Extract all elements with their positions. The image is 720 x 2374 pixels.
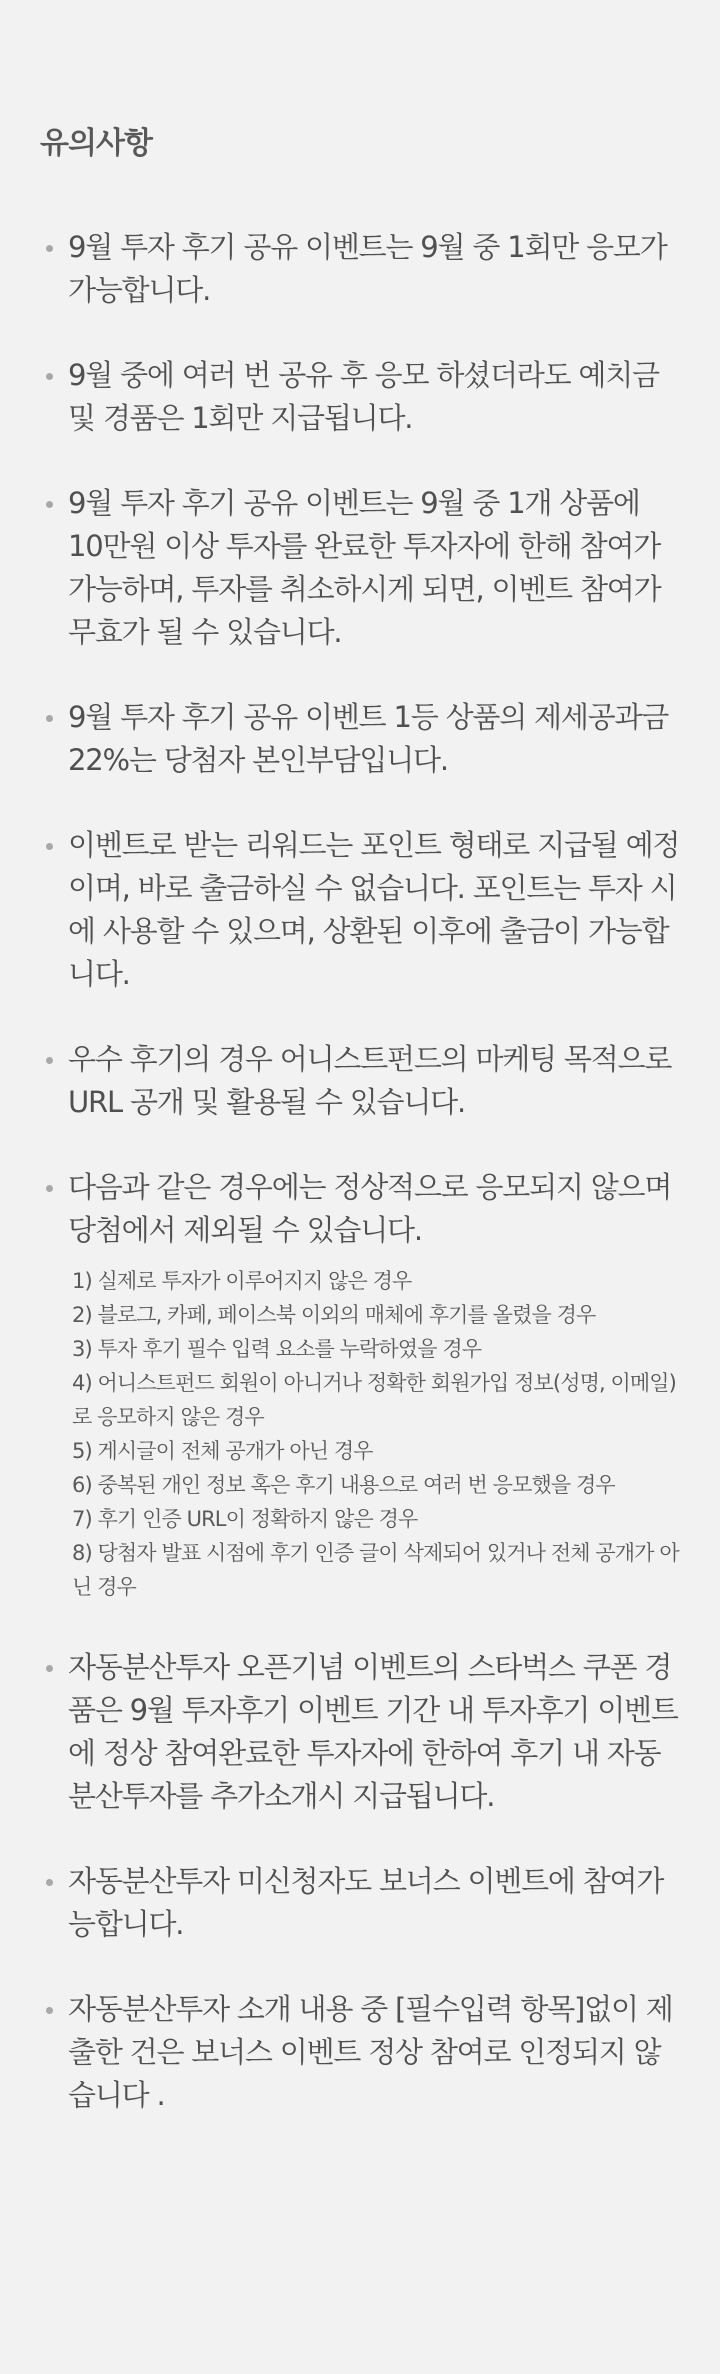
- bullet-dot-icon: [46, 501, 53, 508]
- bullet-dot-icon: [46, 2007, 53, 2014]
- notice-item-text: 자동분산투자 오픈기념 이벤트의 스타벅스 쿠폰 경품은 9월 투자후기 이벤트 기간 내 투자후기 이벤트에 정상 참여완료한 투자자에 한하여 후기 내 자동분산투자를 추가소개시 지급됩니다.: [68, 1650, 678, 1813]
- notice-item-text: 9월 투자 후기 공유 이벤트는 9월 중 1회만 응모가 가능합니다.: [68, 230, 667, 307]
- notice-item-text: 9월 투자 후기 공유 이벤트는 9월 중 1개 상품에 10만원 이상 투자를 완료한 투자자에 한해 참여가 가능하며, 투자를 취소하시게 되면, 이벤트 참여가 무효가 될 수 있습니다.: [68, 486, 661, 649]
- exclusion-item: 4) 어니스트펀드 회원이 아니거나 정확한 회원가입 정보(성명, 이메일)로 응모하지 않은 경우: [72, 1371, 676, 1429]
- bullet-dot-icon: [46, 715, 53, 722]
- exclusion-list: [68, 1264, 680, 1604]
- exclusion-item: 8) 당첨자 발표 시점에 후기 인증 글이 삭제되어 있거나 전체 공개가 아닌 경우: [72, 1541, 679, 1599]
- notice-item: [40, 824, 680, 996]
- exclusion-item: 5) 게시글이 전체 공개가 아닌 경우: [72, 1439, 373, 1463]
- exclusion-item: 1) 실제로 투자가 이루어지지 않은 경우: [72, 1269, 412, 1293]
- exclusion-item: 7) 후기 인증 URL이 정확하지 않은 경우: [72, 1507, 418, 1531]
- notice-item: [40, 354, 680, 440]
- notice-item: [40, 226, 680, 312]
- notice-title: 유의사항: [40, 126, 152, 161]
- notice-item-text: 자동분산투자 미신청자도 보너스 이벤트에 참여가 능합니다.: [68, 1864, 664, 1941]
- notice-item-text: 9월 중에 여러 번 공유 후 응모 하셨더라도 예치금 및 경품은 1회만 지급됩니다.: [68, 358, 659, 435]
- exclusion-item: 6) 중복된 개인 정보 혹은 후기 내용으로 여러 번 응모했을 경우: [72, 1473, 615, 1497]
- bullet-dot-icon: [46, 843, 53, 850]
- notice-item: [40, 696, 680, 782]
- notice-item-text: 다음과 같은 경우에는 정상적으로 응모되지 않으며 당첨에서 제외될 수 있습니다.: [68, 1170, 672, 1247]
- bullet-dot-icon: [46, 1879, 53, 1886]
- notice-item-text: 우수 후기의 경우 어니스트펀드의 마케팅 목적으로 URL 공개 및 활용될 수 있습니다.: [68, 1042, 672, 1119]
- bullet-dot-icon: [46, 1185, 53, 1192]
- bullet-dot-icon: [46, 245, 53, 252]
- exclusion-item: 3) 투자 후기 필수 입력 요소를 누락하였을 경우: [72, 1337, 482, 1361]
- notice-item-text: 이벤트로 받는 리워드는 포인트 형태로 지급될 예정이며, 바로 출금하실 수 없습니다. 포인트는 투자 시에 사용할 수 있으며, 상환된 이후에 출금이 가능합니다.: [68, 828, 680, 991]
- notice-item: [40, 1988, 680, 2117]
- notice-item-text: 자동분산투자 소개 내용 중 [필수입력 항목]없이 제출한 건은 보너스 이벤트 정상 참여로 인정되지 않습니다 .: [68, 1992, 673, 2112]
- notice-item-text: 9월 투자 후기 공유 이벤트 1등 상품의 제세공과금 22%는 당첨자 본인부담입니다.: [68, 700, 669, 777]
- bullet-dot-icon: [46, 1057, 53, 1064]
- notice-item: [40, 482, 680, 654]
- bullet-dot-icon: [46, 373, 53, 380]
- exclusion-item: 2) 블로그, 카페, 페이스북 이외의 매체에 후기를 올렸을 경우: [72, 1303, 596, 1327]
- notice-list: [40, 226, 680, 2117]
- notice-item: [40, 1646, 680, 1818]
- notice-item: [40, 1038, 680, 1124]
- notice-item: [40, 1860, 680, 1946]
- notice-item-exclusions: [40, 1166, 680, 1604]
- bullet-dot-icon: [46, 1665, 53, 1672]
